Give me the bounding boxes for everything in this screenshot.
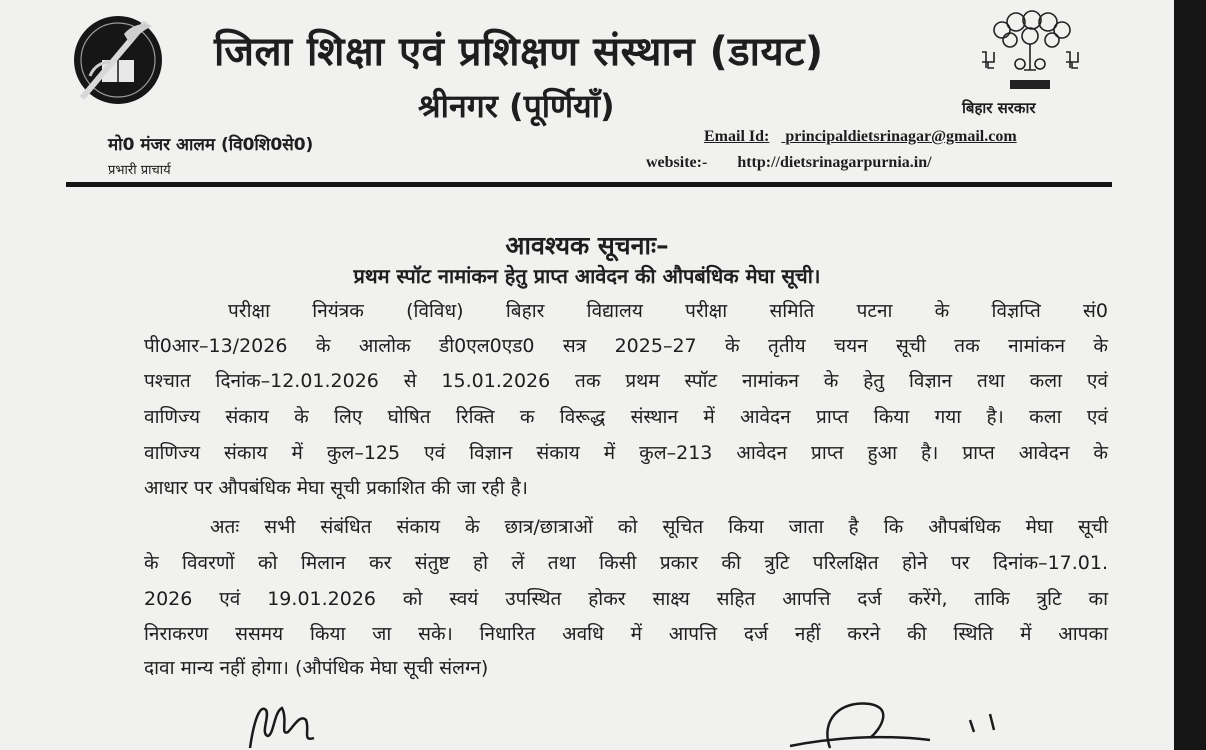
notice-line: आधार पर औपबंधिक मेघा सूची प्रकाशित की जा रही है। <box>144 477 528 499</box>
page-title: जिला शिक्षा एवं प्रशिक्षण संस्थान (डायट) <box>214 29 824 75</box>
location-subtitle: श्रीनगर (पूर्णियाँ) <box>418 87 615 125</box>
website-url: http://dietsrinagarpurnia.in/ <box>737 154 932 171</box>
notice-line: 2026 एवं 19.01.2026 को स्वयं उपस्थित होकर साक्ष्य सहित आपत्ति दर्ज करेंगे, ताकि त्रुटि का <box>144 588 1108 610</box>
notice-heading: आवश्यक सूचनाः– <box>505 231 669 260</box>
notice-line: वाणिज्य संकाय के लिए घोषित रिक्ति क विरूद्ध संस्थान में आवेदन प्राप्त किया गया है। कला एवं <box>144 406 1108 428</box>
signature-marks <box>230 690 1030 750</box>
notice-line: पी0आर–13/2026 के आलोक डी0एल0एड0 सत्र 2025–27 के तृतीय चयन सूची तक नामांकन के <box>144 335 1108 357</box>
government-label: बिहार सरकार <box>962 99 1036 117</box>
notice-line: अतः सभी संबंधित संकाय के छात्र/छात्राओं को सूचित किया जाता है कि औपबंधिक मेघा सूची <box>210 516 1108 538</box>
email-line <box>704 128 1017 146</box>
notice-line: दावा मान्य नहीं होगा। (औपंधिक मेघा सूची संलग्न) <box>144 657 489 679</box>
principal-name: मो0 मंजर आलम (वि0शि0से0) <box>108 135 314 155</box>
notice-line: वाणिज्य संकाय में कुल–125 एवं विज्ञान संकाय में कुल–213 आवेदन प्राप्त हुआ है। प्राप्त आवेदन के <box>144 442 1108 464</box>
notice-line: परीक्षा नियंत्रक (विविध) बिहार विद्यालय परीक्षा समिति पटना के विज्ञप्ति सं0 <box>228 300 1108 322</box>
header-divider <box>66 182 1112 187</box>
notice-line: निराकरण ससमय किया जा सके। निधारित अवधि में आपत्ति दर्ज नहीं करने की स्थिति में आपका <box>144 623 1108 645</box>
dark-margin <box>1174 0 1206 750</box>
diet-logo-icon <box>72 14 164 106</box>
website-line <box>646 154 932 172</box>
email-address: principaldietsrinagar@gmail.com <box>785 128 1017 145</box>
website-label: website:- <box>646 154 708 171</box>
principal-designation: प्रभारी प्राचार्य <box>108 163 171 178</box>
notice-subject: प्रथम स्पॉट नामांकन हेतु प्राप्त आवेदन की औपबंधिक मेघा सूची। <box>353 264 821 288</box>
email-label: Email Id: <box>704 128 770 145</box>
bihar-bodhi-tree-emblem-icon <box>974 10 1086 94</box>
notice-line: पश्चात दिनांक–12.01.2026 से 15.01.2026 तक प्रथम स्पॉट नामांकन के हेतु विज्ञान तथा कला एवं <box>144 370 1108 392</box>
notice-line: के विवरणों को मिलान कर संतुष्ट हो लें तथा किसी प्रकार की त्रुटि परिलक्षित होने पर दिनांक–17.01. <box>144 552 1108 574</box>
